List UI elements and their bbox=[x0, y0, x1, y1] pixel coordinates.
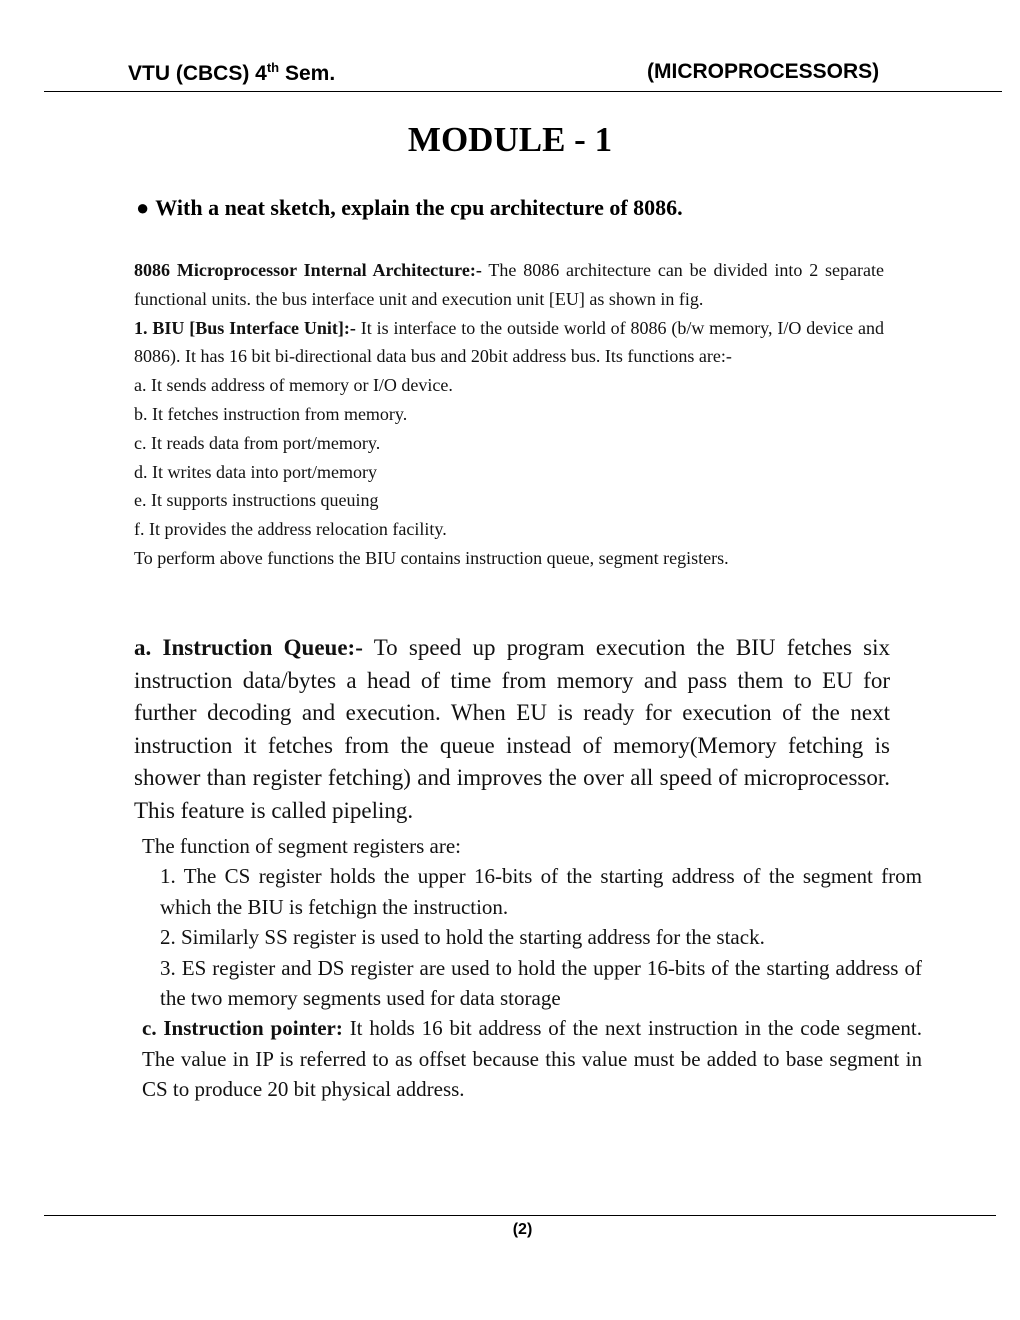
intro-paragraph bbox=[134, 256, 884, 314]
question-text: With a neat sketch, explain the cpu architecture of 8086. bbox=[155, 195, 683, 220]
header-course-suffix: Sem. bbox=[279, 62, 336, 85]
instruction-queue-lead: a. Instruction Queue:- bbox=[134, 635, 363, 660]
list-item: e. It supports instructions queuing bbox=[134, 490, 379, 511]
header-subject: (MICROPROCESSORS) bbox=[647, 60, 880, 83]
header-course-prefix: VTU (CBCS) 4 bbox=[128, 62, 267, 85]
instruction-queue-section bbox=[134, 632, 890, 828]
biu-lead: 1. BIU [Bus Interface Unit]:- bbox=[134, 317, 356, 338]
instruction-queue-paragraph bbox=[134, 632, 890, 828]
header-course bbox=[128, 60, 335, 86]
page-title: MODULE - 1 bbox=[407, 120, 613, 159]
list-item: a. It sends address of memory or I/O device. bbox=[134, 375, 453, 396]
list-item: 3. ES register and DS register are used to hold the upper 16-bits of the starting address of the two memory segments used for data storage bbox=[160, 955, 922, 1011]
footer-rule bbox=[44, 1215, 996, 1216]
segment-registers-section bbox=[142, 831, 922, 1105]
biu-paragraph bbox=[134, 314, 884, 372]
intro-text: The 8086 architecture can be divided into 2 separate functional units. the bus interface unit and execution unit [EU] as shown in fig. bbox=[134, 260, 885, 309]
biu-section bbox=[134, 256, 884, 573]
bullet-icon: ● bbox=[136, 195, 150, 220]
list-item: b. It fetches instruction from memory. bbox=[134, 403, 408, 424]
question bbox=[136, 195, 683, 221]
header-course-sup: th bbox=[266, 60, 280, 75]
instruction-queue-text: To speed up program execution the BIU fetches six instruction data/bytes a head of time from memory and pass them to EU for further decoding and execution. When EU is ready for execution of the next instruction it fetches from the queue instead of memory(Memory fetching is shower than register fetching) and improves the over all speed of microprocessor. This feature is called pipeling. bbox=[134, 635, 890, 823]
instruction-pointer-paragraph bbox=[142, 1013, 922, 1104]
list-item: d. It writes data into port/memory bbox=[134, 461, 377, 482]
intro-lead: 8086 Microprocessor Internal Architecture:- bbox=[134, 260, 482, 280]
biu-summary: To perform above functions the BIU contains instruction queue, segment registers. bbox=[134, 547, 729, 568]
list-item: f. It provides the address relocation facility. bbox=[134, 519, 447, 540]
list-item: 2. Similarly SS register is used to hold the starting address for the stack. bbox=[160, 925, 765, 950]
instruction-pointer-lead: c. Instruction pointer: bbox=[142, 1016, 343, 1041]
instruction-pointer-text: It holds 16 bit address of the next instruction in the code segment. The value in IP is referred to as offset because this value must be added to base segment in CS to produce 20 bit physical address. bbox=[142, 1016, 922, 1102]
header-rule bbox=[44, 91, 1002, 92]
list-item: c. It reads data from port/memory. bbox=[134, 432, 381, 453]
list-item: 1. The CS register holds the upper 16-bits of the starting address of the segment from which the BIU is fetchign the instruction. bbox=[160, 864, 922, 919]
segment-heading: The function of segment registers are: bbox=[142, 834, 461, 858]
biu-text: It is interface to the outside world of 8086 (b/w memory, I/O device and 8086). It has 16 bit bi-directional data bus and 20bit address bus. Its functions are:- bbox=[134, 317, 884, 367]
page-number: (2) bbox=[512, 1221, 533, 1238]
